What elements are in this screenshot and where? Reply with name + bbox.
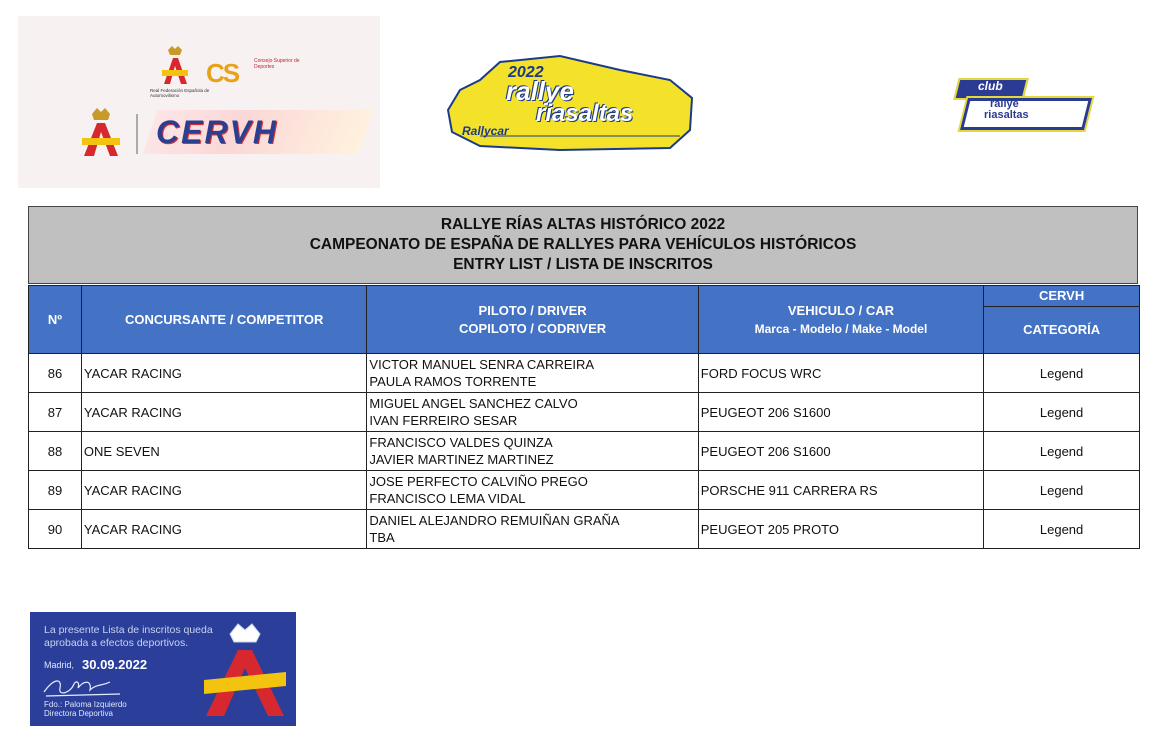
entry-list-table — [28, 285, 1140, 549]
stamp-signer-title: Directora Deportiva — [44, 709, 113, 718]
stamp-text: La presente Lista de inscritos queda aprobada a efectos deportivos. — [44, 624, 213, 649]
logo-rallye: rallye — [506, 76, 574, 106]
rfea-logo-text: Real Federación Española de Automovilismo — [150, 88, 210, 98]
header-driver-codriver — [367, 286, 698, 354]
row-codriver: FRANCISCO LEMA VIDAL — [369, 491, 526, 506]
rfea-stamp-logo-icon — [200, 620, 290, 720]
row-codriver: TBA — [369, 530, 395, 545]
stamp-signer-name: Fdo.: Paloma Izquierdo — [44, 700, 127, 709]
row-driver: FRANCISCO VALDES QUINZA — [369, 435, 553, 450]
row-category: Legend — [984, 510, 1140, 549]
club-riasaltas-text: riasaltas — [984, 109, 1029, 121]
row-crew — [367, 510, 698, 549]
table-row — [29, 471, 1140, 510]
cervh-logo — [78, 108, 368, 170]
row-car: PORSCHE 911 CARRERA RS — [698, 471, 983, 510]
row-codriver: IVAN FERREIRO SESAR — [369, 413, 518, 428]
row-driver: MIGUEL ANGEL SANCHEZ CALVO — [369, 396, 578, 411]
row-competitor: YACAR RACING — [81, 471, 367, 510]
row-car: PEUGEOT 206 S1600 — [698, 432, 983, 471]
header-category: CATEGORÍA — [984, 307, 1140, 354]
row-driver: DANIEL ALEJANDRO REMUIÑAN GRAÑA — [369, 513, 620, 528]
row-codriver: PAULA RAMOS TORRENTE — [369, 374, 537, 389]
row-number: 88 — [29, 432, 82, 471]
table-row — [29, 510, 1140, 549]
cervh-text: CERVH — [156, 114, 279, 150]
logo-divider — [136, 114, 138, 154]
row-number: 86 — [29, 354, 82, 393]
header-vehicle — [698, 286, 983, 354]
row-car: PEUGEOT 205 PROTO — [698, 510, 983, 549]
federation-logos — [18, 16, 380, 188]
stamp-signer — [44, 700, 127, 718]
rfea-crest-icon — [158, 46, 192, 86]
signature-icon — [40, 674, 130, 700]
stamp-place: Madrid, — [44, 660, 75, 670]
header-driver: PILOTO / DRIVER — [478, 302, 587, 318]
title-line-3: ENTRY LIST / LISTA DE INSCRITOS — [453, 256, 713, 273]
row-competitor: YACAR RACING — [81, 510, 367, 549]
header-vehicle-title: VEHICULO / CAR — [787, 302, 895, 318]
row-crew — [367, 354, 698, 393]
approval-stamp — [30, 612, 296, 726]
row-competitor: YACAR RACING — [81, 354, 367, 393]
row-category: Legend — [984, 471, 1140, 510]
row-driver: VICTOR MANUEL SENRA CARREIRA — [369, 357, 595, 372]
rfea-crest-large-icon — [78, 108, 124, 158]
row-number: 89 — [29, 471, 82, 510]
title-line-2: CAMPEONATO DE ESPAÑA DE RALLYES PARA VEHÍCULOS HISTÓRICOS — [309, 236, 857, 253]
club-rallye-text: rallye — [990, 98, 1019, 110]
stamp-date: 30.09.2022 — [82, 657, 148, 672]
header-codriver: COPILOTO / CODRIVER — [459, 320, 607, 336]
row-competitor: ONE SEVEN — [81, 432, 367, 471]
row-codriver: JAVIER MARTINEZ MARTINEZ — [369, 452, 554, 467]
logo-riasaltas: riasaltas — [536, 100, 634, 127]
row-competitor: YACAR RACING — [81, 393, 367, 432]
row-category: Legend — [984, 393, 1140, 432]
row-category: Legend — [984, 432, 1140, 471]
row-number: 90 — [29, 510, 82, 549]
row-category: Legend — [984, 354, 1140, 393]
table-row — [29, 432, 1140, 471]
row-car: PEUGEOT 206 S1600 — [698, 393, 983, 432]
logo-rallycar: Rallycar — [462, 124, 509, 138]
header-vehicle-sub: Marca - Modelo / Make - Model — [754, 321, 928, 336]
header-cervh: CERVH — [984, 286, 1140, 307]
logo-year: 2022 — [508, 64, 544, 81]
table-row — [29, 393, 1140, 432]
csd-logo-text: Consejo Superior de Deportes — [254, 58, 300, 70]
title-line-1: RALLYE RÍAS ALTAS HISTÓRICO 2022 — [440, 216, 726, 233]
row-car: FORD FOCUS WRC — [698, 354, 983, 393]
document-title — [28, 206, 1138, 284]
club-rallye-riasaltas-logo — [952, 76, 1088, 128]
table-row — [29, 354, 1140, 393]
header-number: Nº — [29, 286, 82, 354]
csd-logo-mark: CS — [206, 58, 239, 88]
club-text: club — [978, 79, 1003, 93]
row-crew — [367, 393, 698, 432]
row-driver: JOSE PERFECTO CALVIÑO PREGO — [369, 474, 588, 489]
row-crew — [367, 432, 698, 471]
rfea-csd-logos — [150, 46, 308, 106]
rallye-riasaltas-logo — [440, 50, 700, 155]
header-competitor: CONCURSANTE / COMPETITOR — [81, 286, 367, 354]
row-crew — [367, 471, 698, 510]
row-number: 87 — [29, 393, 82, 432]
